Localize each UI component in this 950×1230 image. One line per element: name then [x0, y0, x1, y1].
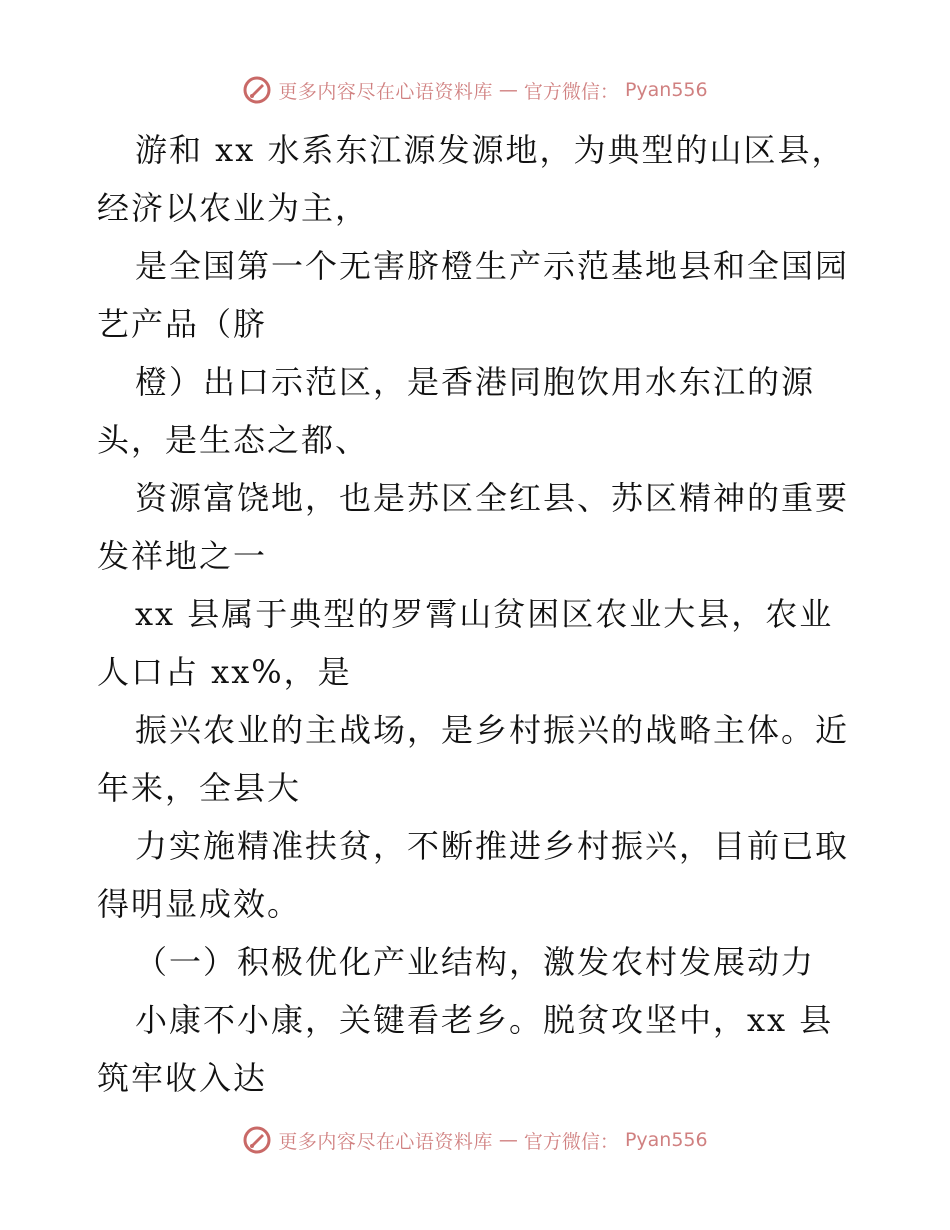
body-line: 资源富饶地，也是苏区全红县、苏区精神的重要 — [135, 479, 850, 517]
body-line: 游和 xx 水系东江源发源地，为典型的山区县， — [135, 131, 846, 169]
body-line: 艺产品（脐 — [97, 305, 268, 343]
section-heading: （一）积极优化产业结构，激发农村发展动力 — [135, 943, 816, 981]
watermark-wechat-id: Pyan556 — [624, 1129, 708, 1151]
watermark-footer — [0, 1120, 950, 1160]
watermark-separator: — — [498, 79, 518, 101]
body-line: 小康不小康，关键看老乡。脱贫攻坚中，xx 县 — [135, 1001, 834, 1039]
body-line: 是全国第一个无害脐橙生产示范基地县和全国园 — [135, 247, 850, 285]
body-line: 橙）出口示范区，是香港同胞饮用水东江的源 — [135, 363, 816, 401]
body-line: 振兴农业的主战场，是乡村振兴的战略主体。近 — [135, 711, 850, 749]
body-line: 筑牢收入达 — [97, 1059, 268, 1097]
body-line: 力实施精准扶贫，不断推进乡村振兴，目前已取 — [135, 827, 850, 865]
watermark-separator: — — [498, 1129, 518, 1151]
body-line: 年来，全县大 — [97, 769, 302, 807]
watermark-wechat-id: Pyan556 — [624, 79, 708, 101]
brand-logo-icon — [242, 75, 272, 105]
body-line: 头，是生态之都、 — [97, 421, 370, 459]
watermark-wechat-label: 官方微信： — [523, 1130, 619, 1153]
watermark-brand: 更多内容尽在心语资料库 — [278, 80, 493, 103]
body-line: 发祥地之一 — [97, 537, 268, 575]
body-line: 得明显成效。 — [97, 885, 302, 923]
watermark-header — [0, 70, 950, 110]
watermark-brand: 更多内容尽在心语资料库 — [278, 1130, 493, 1153]
brand-logo-icon — [242, 1125, 272, 1155]
watermark-wechat-label: 官方微信： — [523, 80, 619, 103]
body-line: xx 县属于典型的罗霄山贫困区农业大县，农业 — [135, 595, 834, 633]
body-line: 经济以农业为主， — [97, 189, 370, 227]
body-line: 人口占 xx%，是 — [97, 653, 352, 691]
